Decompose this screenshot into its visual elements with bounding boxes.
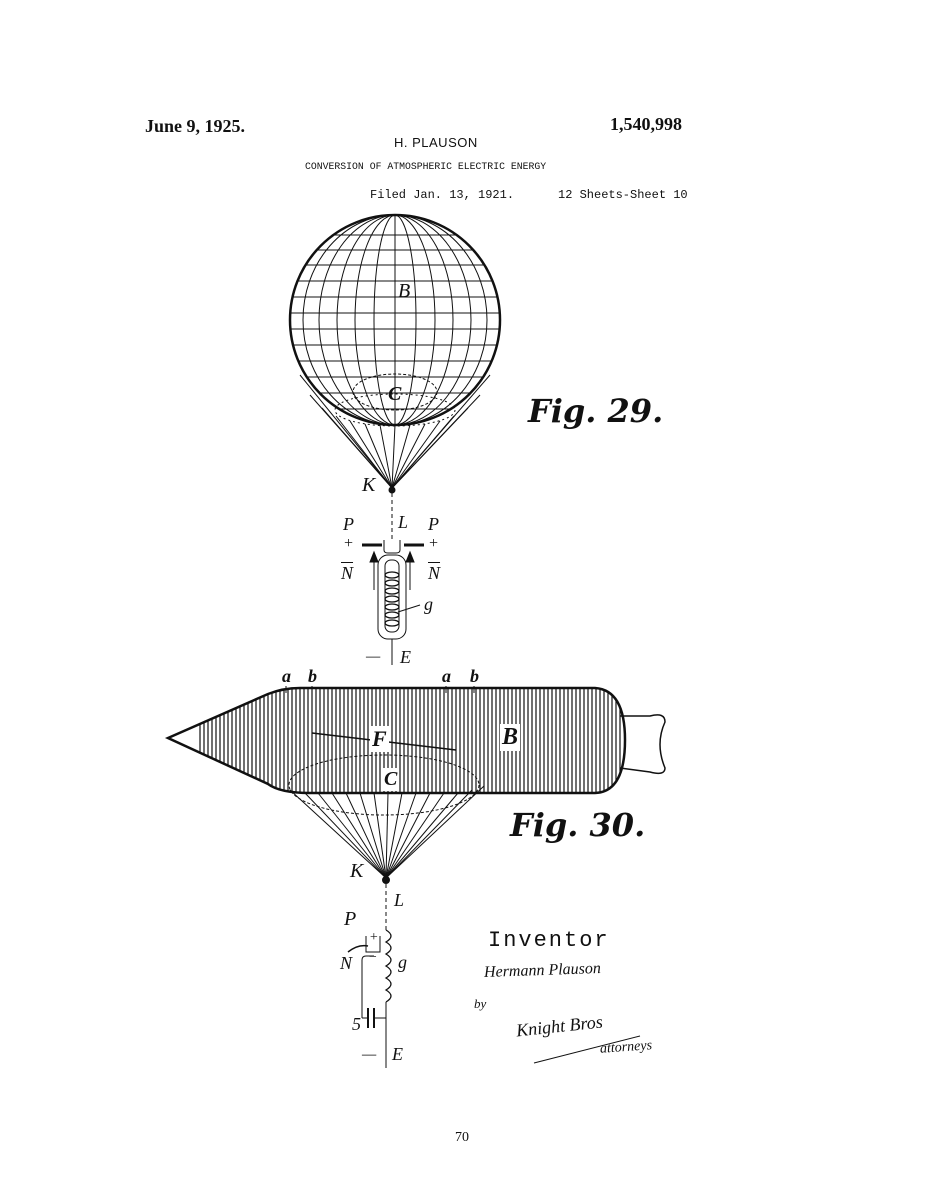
fig30-label-c: C: [384, 768, 398, 790]
fig30-label-e: E: [392, 1044, 403, 1064]
fig29-label-n-right: $\overline{N}$: [428, 563, 441, 583]
fig29-label-p-left: P: [343, 514, 354, 534]
fig29-label-g: g: [424, 594, 433, 614]
fig29-label-minus: —: [366, 648, 381, 665]
fig30-label-minus: —: [362, 1046, 377, 1063]
fig30-label-b1: b: [308, 666, 317, 686]
fig30-label-n: N: [340, 953, 353, 973]
fig29-label-plus-right: +: [428, 535, 439, 552]
fig29-label-k: K: [362, 474, 376, 496]
by-label: by: [474, 996, 487, 1011]
patent-title: CONVERSION OF ATMOSPHERIC ELECTRIC ENERGY: [305, 162, 547, 173]
fig30-label-minus-small: −: [368, 950, 378, 965]
fig30-label-f: F: [372, 726, 387, 751]
filed-date: Filed Jan. 13, 1921.: [370, 188, 515, 202]
fig30-label-k: K: [350, 860, 364, 882]
fig29-label-e: E: [400, 647, 411, 667]
attorney-label: attorneys: [599, 1038, 653, 1057]
fig30-label-l: L: [394, 890, 405, 910]
fig30-label-a2: a: [442, 666, 451, 686]
fig30-label-p: P: [344, 908, 357, 930]
page-number: 70: [455, 1130, 469, 1145]
sheet-count: 12 Sheets-Sheet 10: [558, 188, 688, 202]
fig30-label-g: g: [398, 952, 407, 972]
fig29-label-plus-left: +: [343, 535, 354, 552]
inventor-name-header: H. PLAUSON: [394, 135, 478, 150]
patent-date: June 9, 1925.: [145, 116, 246, 136]
fig30-label-a1: a: [282, 666, 291, 686]
fig30-label-b: B: [502, 724, 519, 750]
fig29-caption: Fig. 29.: [528, 392, 664, 430]
patent-number: 1,540,998: [610, 114, 682, 134]
attorney-signature: Knight Bros: [515, 1011, 604, 1041]
fig29-label-c: C: [388, 383, 402, 405]
fig29-label-n-left: $\overline{N}$: [341, 563, 354, 583]
fig29-label-l: L: [398, 512, 409, 532]
fig29-label-p-right: P: [428, 514, 439, 534]
fig30-label-5: 5: [352, 1014, 361, 1034]
fig30-caption: Fig. 30.: [510, 806, 646, 844]
fig30-label-plus: +: [369, 930, 379, 945]
inventor-signature: Hermann Plauson: [483, 959, 602, 982]
inventor-label: Inventor: [488, 928, 610, 953]
fig29-label-b: B: [398, 280, 411, 302]
fig30-label-b2: b: [470, 666, 479, 686]
